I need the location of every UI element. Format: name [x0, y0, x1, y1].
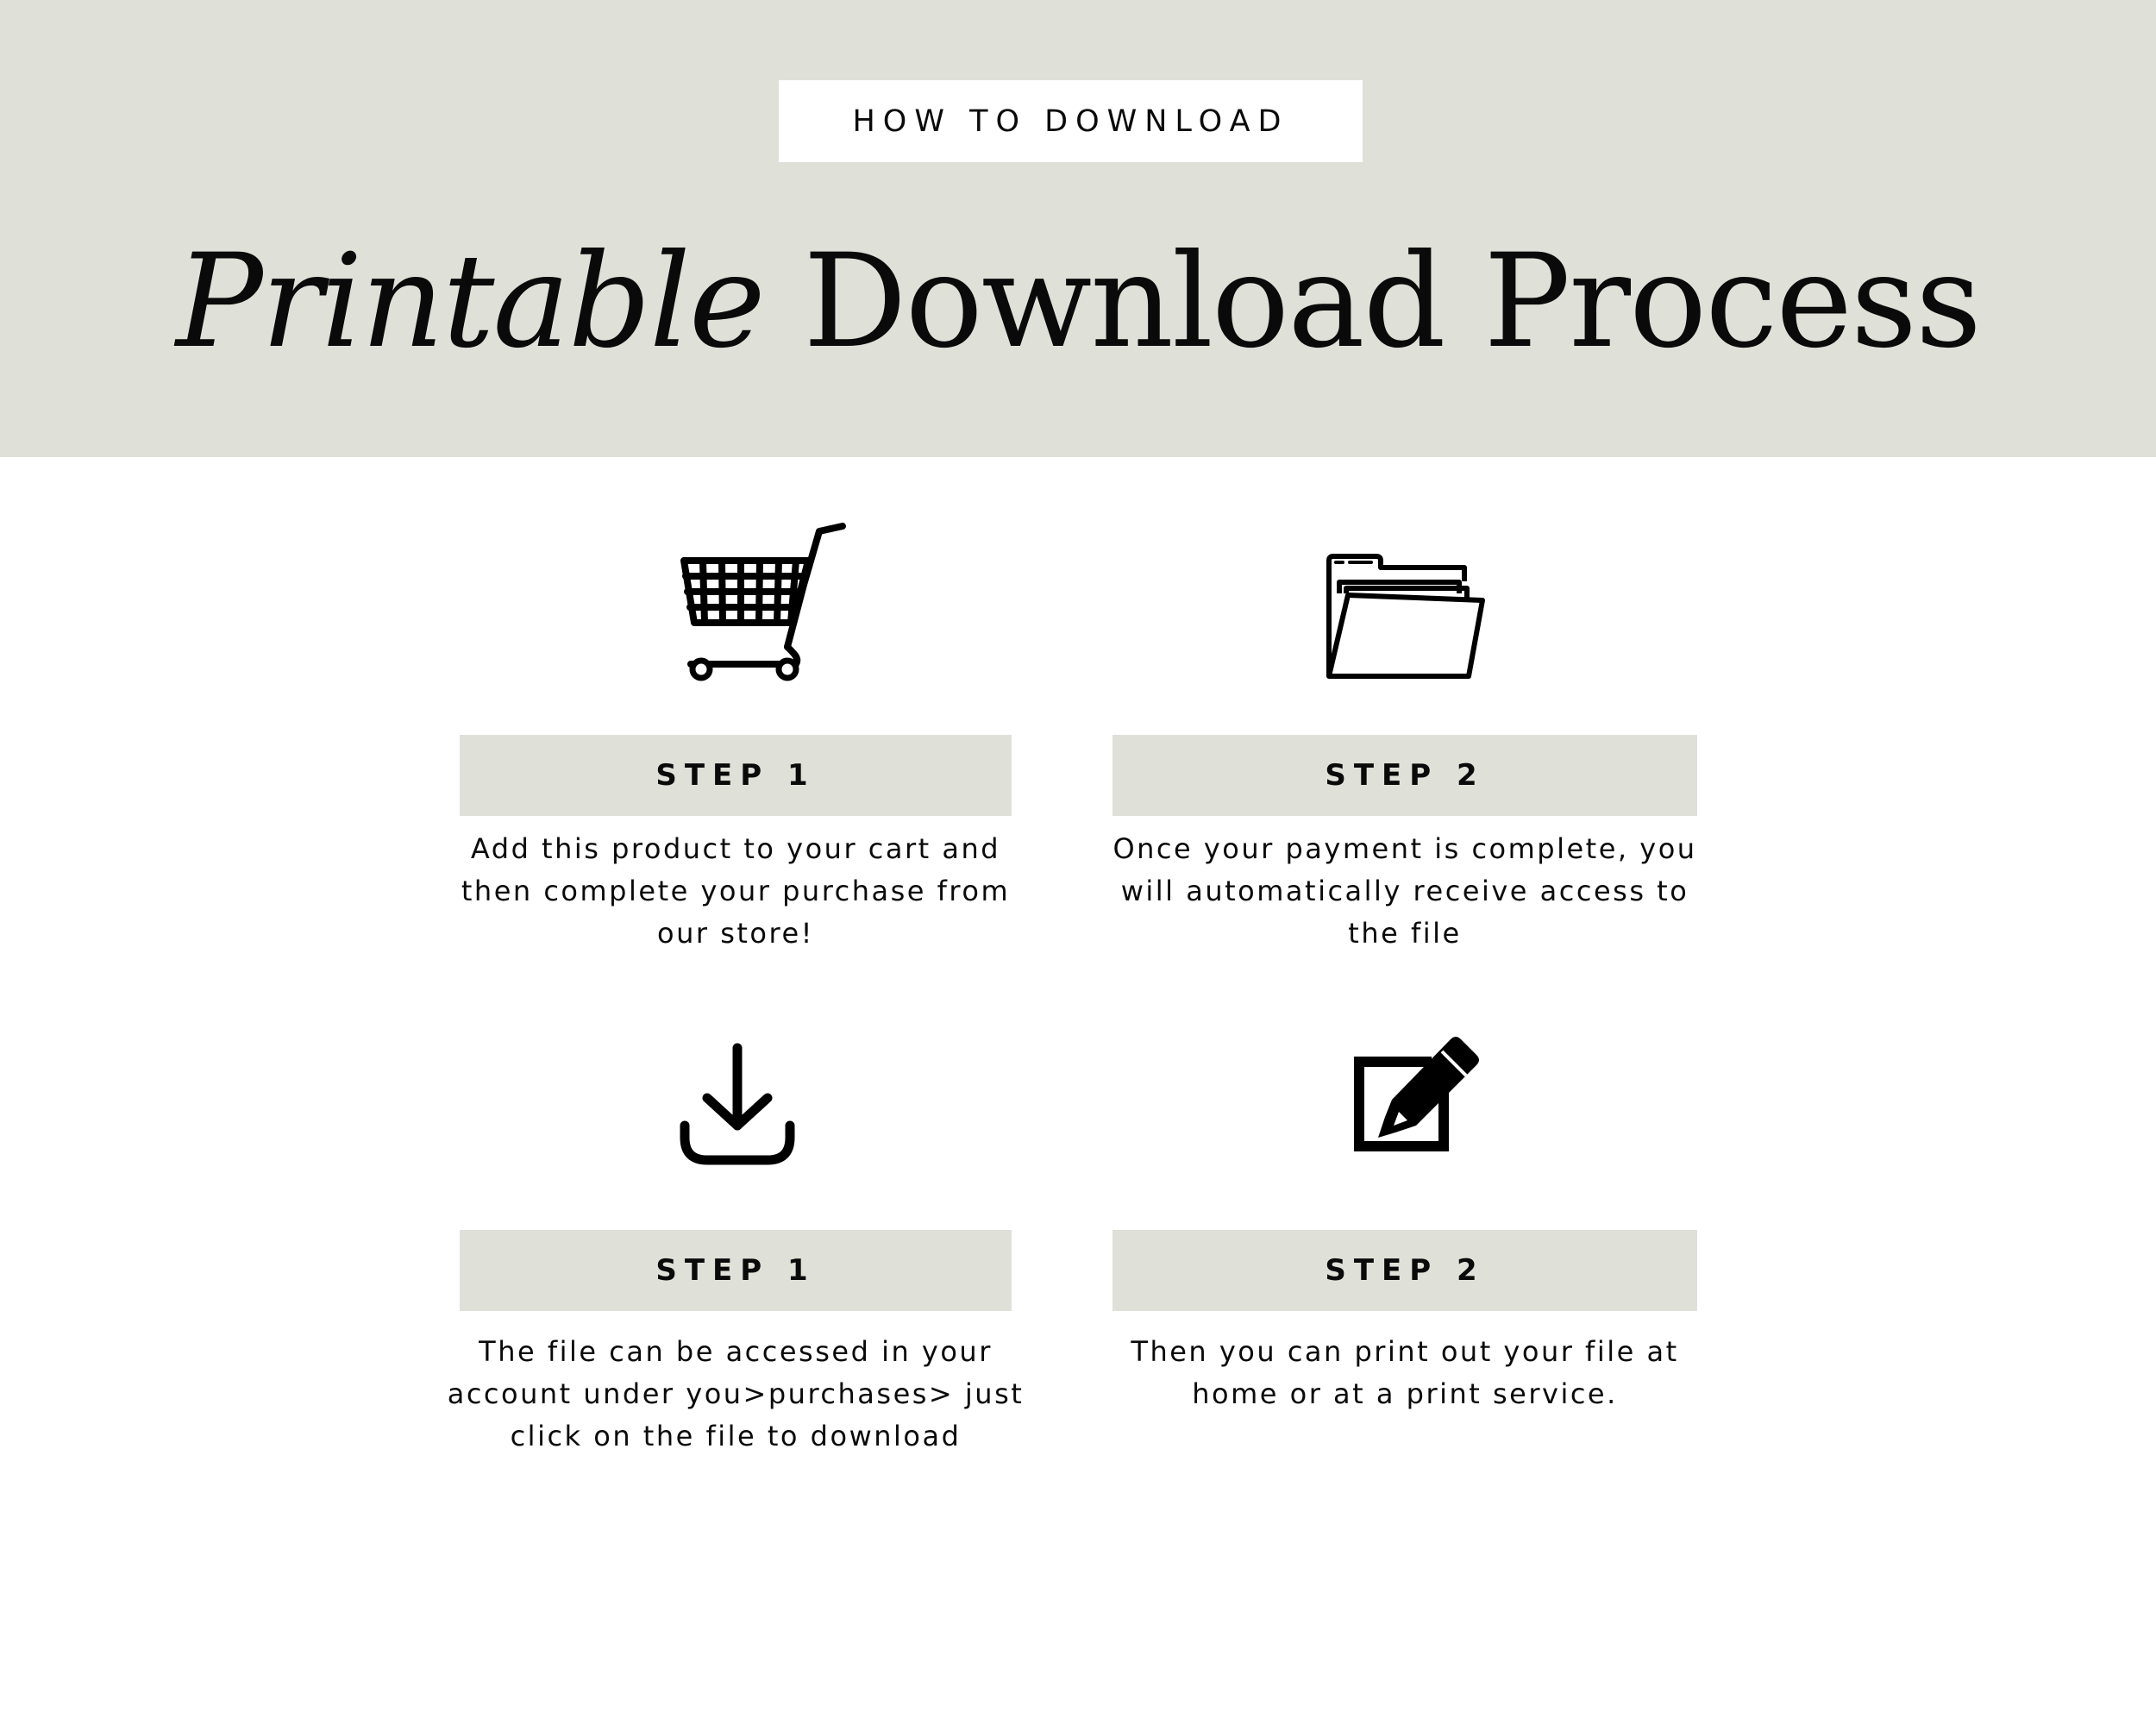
edit-icon — [1345, 1031, 1483, 1160]
step-4-label: STEP 2 — [1112, 1230, 1697, 1311]
step-2-description: Once your payment is complete, you will automatically receive access to the file — [1112, 832, 1697, 950]
step-1-label: STEP 1 — [460, 735, 1012, 816]
step-2-label: STEP 2 — [1112, 735, 1697, 816]
step-1-description: Add this product to your cart and then complete your purchase from our store! — [461, 832, 1011, 950]
eyebrow-label: HOW TO DOWNLOAD — [779, 80, 1363, 162]
step-4-description: Then you can print out your file at home or at a print service. — [1131, 1335, 1679, 1410]
title-italic: Printable — [175, 227, 764, 377]
step-3-label: STEP 1 — [460, 1230, 1012, 1311]
title-rest: Download Process — [763, 227, 1981, 377]
download-icon — [673, 1039, 802, 1169]
header-banner — [0, 0, 2156, 457]
shopping-cart-icon — [677, 518, 849, 681]
folder-icon — [1324, 552, 1488, 681]
page-title — [0, 220, 2156, 384]
step-3-description: The file can be accessed in your account under you>purchases> just click on the file to download — [447, 1335, 1025, 1452]
